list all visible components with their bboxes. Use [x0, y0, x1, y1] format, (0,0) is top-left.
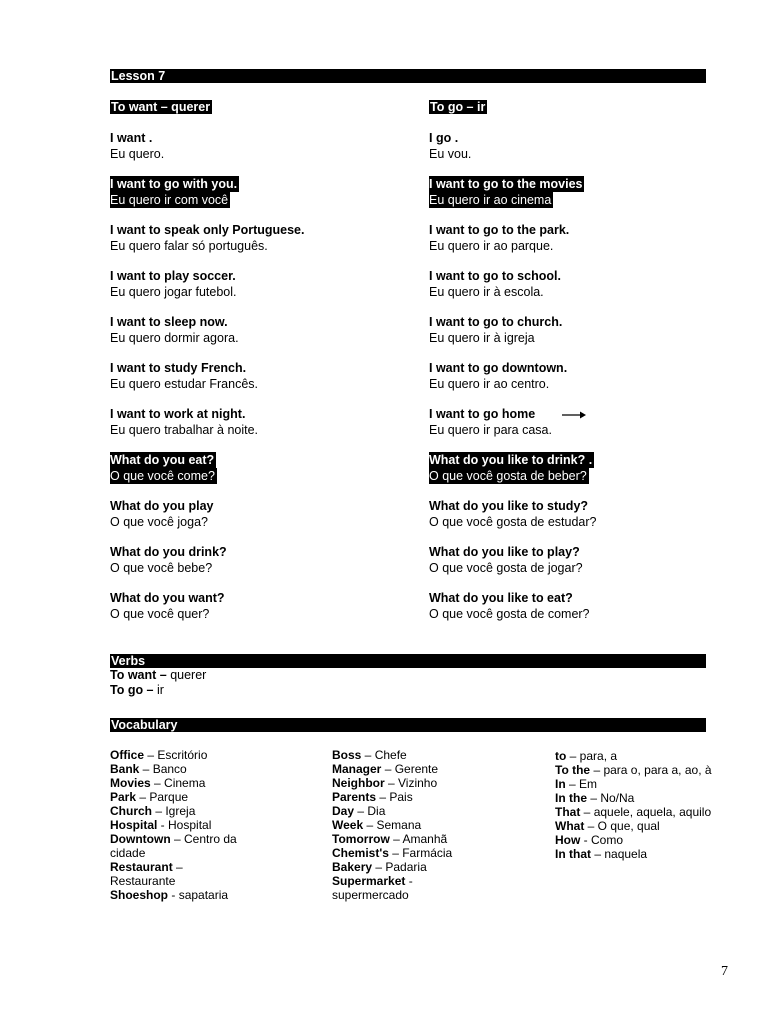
vocab-portuguese: Restaurante [110, 874, 176, 888]
vocab-separator: – [150, 776, 165, 790]
phrase-entry [429, 590, 590, 622]
verb-pt: ir [153, 683, 164, 697]
vocab-portuguese: Pais [389, 790, 413, 804]
vocab-portuguese: Parque [149, 790, 189, 804]
phrase-english: What do you like to drink? . [429, 453, 593, 467]
vocab-item [110, 818, 237, 832]
vocab-item [332, 762, 452, 776]
vocab-english: Movies [110, 776, 151, 790]
vocab-item [332, 846, 452, 860]
vocab-separator: – [381, 762, 395, 776]
vocab-item [555, 763, 712, 777]
phrase-portuguese: Eu quero ir para casa. [429, 423, 552, 437]
vocab-english: Supermarket [332, 874, 406, 888]
vocab-portuguese: Cinema [164, 776, 206, 790]
phrase-english: I want to go to school. [429, 269, 561, 283]
vocab-item [110, 874, 237, 888]
vocab-portuguese: Escritório [157, 748, 208, 762]
vocab-separator: – [389, 832, 403, 846]
vocab-portuguese: Dia [367, 804, 386, 818]
phrase-portuguese: Eu quero jogar futebol. [110, 285, 237, 299]
phrase-english: I want to sleep now. [110, 315, 228, 329]
vocab-item [332, 748, 452, 762]
right-arrow-icon [562, 410, 586, 420]
verbs-list [110, 668, 206, 698]
phrase-english: I go . [429, 131, 459, 145]
vocab-item [110, 846, 237, 860]
vocab-separator: – [590, 763, 604, 777]
phrase-english: I want to go downtown. [429, 361, 568, 375]
phrase-entry [110, 590, 225, 622]
vocab-english: Manager [332, 762, 382, 776]
vocab-item [332, 888, 452, 902]
vocab-english: Downtown [110, 832, 171, 846]
vocab-portuguese: O que, qual [597, 819, 660, 833]
phrase-portuguese: Eu quero ir ao centro. [429, 377, 550, 391]
vocab-separator: – [354, 804, 368, 818]
verb-item [110, 668, 206, 683]
vocab-separator: – [372, 860, 386, 874]
vocab-separator: – [363, 818, 377, 832]
vocab-item [110, 832, 237, 846]
vocab-item [332, 790, 452, 804]
verb-pt: querer [166, 668, 207, 682]
verbs-title: Verbs [111, 654, 146, 668]
phrase-english: What do you play [110, 499, 214, 513]
phrase-entry [110, 498, 213, 530]
phrase-english: What do you like to eat? [429, 591, 573, 605]
vocab-column-1 [110, 748, 237, 902]
phrase-entry [429, 222, 569, 254]
vocab-item [110, 804, 237, 818]
vocab-english: How [555, 833, 581, 847]
vocab-separator: – [591, 847, 605, 861]
vocab-portuguese: Gerente [394, 762, 439, 776]
phrase-entry [429, 176, 584, 208]
vocab-english: Bakery [332, 860, 373, 874]
vocab-english: Tomorrow [332, 832, 390, 846]
vocab-english: To the [555, 763, 591, 777]
vocab-item [555, 805, 712, 819]
vocab-portuguese: para o, para a, ao, à [603, 763, 712, 777]
phrase-entry [429, 314, 562, 346]
phrase-entry [110, 176, 239, 208]
vocab-item [555, 777, 712, 791]
phrase-entry [110, 268, 236, 300]
phrase-portuguese: Eu quero ir ao parque. [429, 239, 554, 253]
phrase-portuguese: Eu quero ir à igreja [429, 331, 535, 345]
vocab-separator: – [139, 762, 153, 776]
phrase-portuguese: O que você gosta de beber? [429, 469, 587, 483]
phrase-entry [110, 406, 258, 438]
vocab-english: Boss [332, 748, 362, 762]
phrase-portuguese: O que você bebe? [110, 561, 213, 575]
vocab-english: In [555, 777, 566, 791]
phrase-portuguese: Eu quero ir à escola. [429, 285, 544, 299]
vocab-separator: – [152, 804, 166, 818]
vocab-portuguese: para, a [579, 749, 618, 763]
vocab-english: In that [555, 847, 591, 861]
vocab-portuguese: supermercado [332, 888, 409, 902]
vocab-portuguese: aquele, aquela, aquilo [593, 805, 712, 819]
phrase-portuguese: O que você gosta de jogar? [429, 561, 583, 575]
vocab-item [555, 847, 712, 861]
vocab-separator: – [376, 790, 390, 804]
phrase-entry [429, 360, 567, 392]
vocab-english: Church [110, 804, 152, 818]
vocab-item [110, 790, 237, 804]
vocab-english: Neighbor [332, 776, 385, 790]
phrase-entry [429, 544, 583, 576]
phrase-english: What do you eat? [110, 453, 215, 467]
vocab-item [332, 874, 452, 888]
phrase-portuguese: Eu quero trabalhar à noite. [110, 423, 259, 437]
vocab-item [332, 818, 452, 832]
phrase-portuguese: O que você come? [110, 469, 215, 483]
phrase-entry [429, 130, 471, 162]
vocab-portuguese: Hospital [168, 818, 212, 832]
phrase-entry [429, 498, 596, 530]
vocab-item [110, 748, 237, 762]
vocab-portuguese: Centro da [184, 832, 237, 846]
vocab-item [555, 791, 712, 805]
vocab-item [332, 776, 452, 790]
phrase-portuguese: O que você joga? [110, 515, 208, 529]
vocab-separator: – [172, 860, 183, 874]
verb-en: To want – [110, 668, 167, 682]
vocab-english: Parents [332, 790, 377, 804]
phrase-english: What do you like to study? [429, 499, 589, 513]
vocab-title-bar [110, 718, 706, 732]
phrase-portuguese: Eu quero. [110, 147, 165, 161]
vocab-separator: - [157, 818, 169, 832]
page-number: 7 [721, 964, 728, 979]
phrase-english: What do you like to play? [429, 545, 580, 559]
vocab-separator: - [168, 888, 179, 902]
vocab-separator: – [565, 777, 580, 791]
vocab-portuguese: Farmácia [402, 846, 453, 860]
vocab-english: Office [110, 748, 145, 762]
vocab-portuguese: Vizinho [398, 776, 438, 790]
phrase-english: I want to go to church. [429, 315, 563, 329]
phrase-entry [429, 406, 552, 438]
vocab-separator: – [384, 776, 399, 790]
phrase-portuguese: O que você gosta de estudar? [429, 515, 597, 529]
vocab-portuguese: Banco [152, 762, 187, 776]
vocab-separator: – [580, 805, 594, 819]
vocab-separator: – [584, 819, 598, 833]
vocab-separator: – [361, 748, 375, 762]
vocab-english: Shoeshop [110, 888, 169, 902]
vocab-english: to [555, 749, 567, 763]
vocab-english: In the [555, 791, 587, 805]
vocab-item [110, 860, 237, 874]
verb-item [110, 683, 206, 698]
vocab-english: Restaurant [110, 860, 173, 874]
vocab-english: That [555, 805, 581, 819]
phrase-english: I want to go to the movies [429, 177, 583, 191]
vocab-english: Bank [110, 762, 140, 776]
vocab-item [555, 749, 712, 763]
vocab-portuguese: Padaria [385, 860, 427, 874]
phrase-english: I want to speak only Portuguese. [110, 223, 305, 237]
vocab-english: What [555, 819, 585, 833]
vocab-item [332, 832, 452, 846]
lesson-title-bar [110, 69, 706, 83]
vocab-english: Chemist's [332, 846, 389, 860]
vocab-item [110, 888, 237, 902]
vocab-separator: – [587, 791, 601, 805]
phrase-entry [110, 360, 258, 392]
vocab-separator: - [580, 833, 592, 847]
vocab-separator: – [566, 749, 580, 763]
vocab-column-2 [332, 748, 452, 902]
vocab-item [332, 860, 452, 874]
verb-en: To go – [110, 683, 154, 697]
phrase-english: I want to go to the park. [429, 223, 570, 237]
phrase-entry [429, 268, 561, 300]
phrase-english: I want to play soccer. [110, 269, 236, 283]
vocab-separator: – [144, 748, 158, 762]
vocab-separator: – [136, 790, 150, 804]
phrase-entry [110, 314, 239, 346]
vocab-item [110, 776, 237, 790]
vocab-portuguese: sapataria [178, 888, 229, 902]
vocab-separator: – [170, 832, 184, 846]
left-heading: To want – querer [111, 100, 211, 114]
verbs-title-bar [110, 654, 706, 668]
vocab-title: Vocabulary [111, 718, 178, 732]
vocab-portuguese: No/Na [600, 791, 635, 805]
phrase-portuguese: O que você quer? [110, 607, 210, 621]
vocab-english: Park [110, 790, 137, 804]
vocab-item [332, 804, 452, 818]
vocab-english: Hospital [110, 818, 158, 832]
phrase-english: I want to go with you. [110, 177, 238, 191]
vocab-portuguese: Como [591, 833, 624, 847]
vocab-item [555, 819, 712, 833]
phrase-portuguese: Eu quero ir com você [110, 193, 229, 207]
phrase-entry [110, 130, 164, 162]
vocab-portuguese: naquela [604, 847, 648, 861]
vocab-separator: - [405, 874, 413, 888]
vocab-portuguese: Igreja [165, 804, 196, 818]
phrase-portuguese: Eu quero estudar Francês. [110, 377, 258, 391]
phrase-english: I want to study French. [110, 361, 247, 375]
vocab-portuguese: Amanhã [402, 832, 448, 846]
lesson-title: Lesson 7 [111, 69, 166, 83]
phrase-portuguese: O que você gosta de comer? [429, 607, 590, 621]
phrase-entry [110, 452, 217, 484]
right-heading: To go – ir [430, 100, 486, 114]
phrase-english: What do you drink? [110, 545, 227, 559]
phrase-english: I want to work at night. [110, 407, 246, 421]
vocab-english: Week [332, 818, 364, 832]
phrase-english: What do you want? [110, 591, 225, 605]
vocab-portuguese: Chefe [374, 748, 407, 762]
phrase-entry [429, 452, 594, 484]
phrase-entry [110, 222, 304, 254]
phrase-english: I want to go home [429, 407, 536, 421]
phrase-entry [110, 544, 227, 576]
vocab-english: Day [332, 804, 355, 818]
vocab-separator: – [388, 846, 403, 860]
phrase-portuguese: Eu quero dormir agora. [110, 331, 239, 345]
vocab-portuguese: Semana [376, 818, 422, 832]
vocab-portuguese: Em [579, 777, 598, 791]
vocab-column-3 [555, 749, 712, 861]
phrase-portuguese: Eu quero falar só português. [110, 239, 268, 253]
phrase-portuguese: Eu vou. [429, 147, 472, 161]
phrase-portuguese: Eu quero ir ao cinema [429, 193, 552, 207]
vocab-item [555, 833, 712, 847]
phrase-english: I want . [110, 131, 153, 145]
vocab-portuguese: cidade [110, 846, 146, 860]
vocab-item [110, 762, 237, 776]
